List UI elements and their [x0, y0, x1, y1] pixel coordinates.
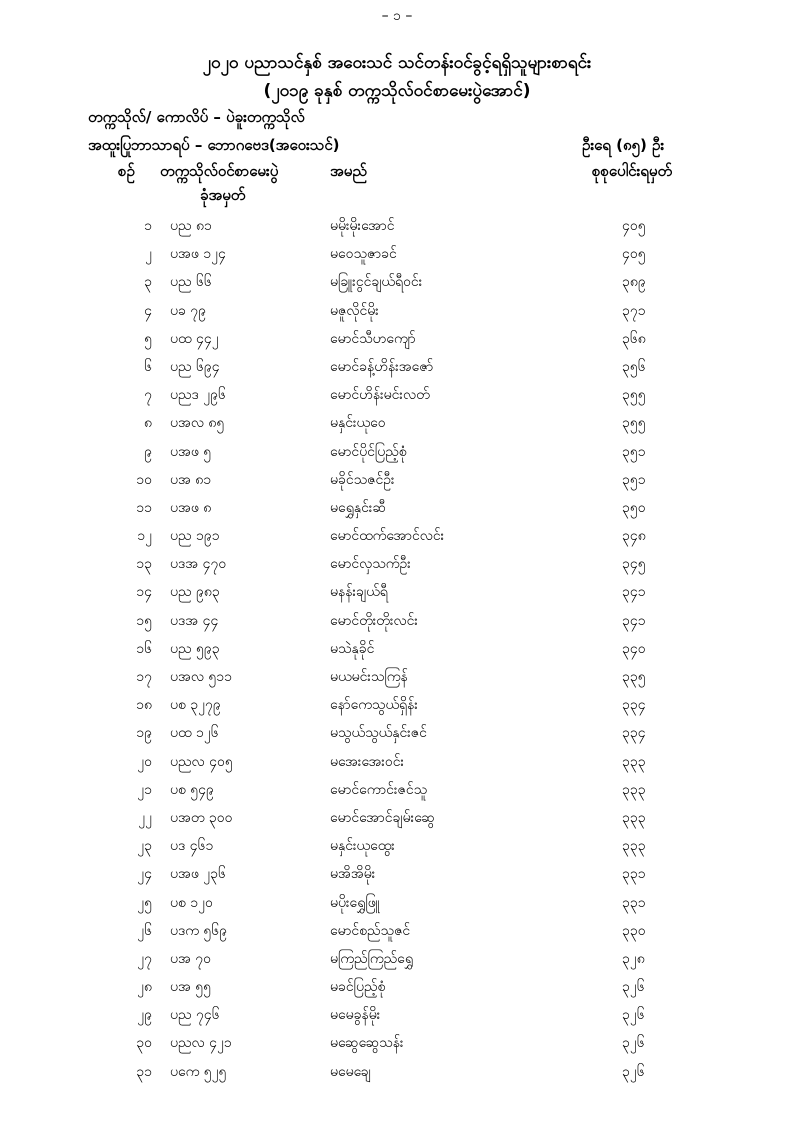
marks-cell: ၃၃၃ — [622, 753, 646, 770]
document-subtitle: (၂၀၁၉ ခုနှစ် တက္ကသိုလ်ဝင်စာမေးပွဲအောင်) — [263, 81, 531, 101]
table-row — [0, 216, 794, 244]
roll-number-cell: ပအဖ ၁၂၄ — [170, 246, 226, 263]
marks-cell: ၃၂၆ — [622, 1007, 645, 1024]
serial-cell: ၂၂ — [138, 809, 152, 826]
serial-cell: ၄ — [144, 302, 152, 319]
roll-number-cell: ပအ ၈၁ — [170, 471, 212, 488]
name-cell: မမေချေ — [330, 1063, 371, 1080]
roll-number-cell: ပအ ၅၅ — [170, 979, 212, 996]
serial-cell: ၇ — [144, 387, 152, 404]
serial-cell: ၂၁ — [137, 781, 152, 798]
name-cell: မနှင်းယုဝေ — [330, 415, 386, 432]
header-roll-number: တက္ကသိုလ်ဝင်စာမေးပွဲ — [160, 162, 279, 180]
table-row — [0, 808, 794, 836]
marks-cell: ၃၄၀ — [622, 640, 646, 657]
serial-cell: ၁၀ — [136, 471, 152, 488]
table-row — [0, 695, 794, 723]
roll-number-cell: ပည ၇၄၆ — [170, 1007, 220, 1024]
serial-cell: ၂၃ — [137, 838, 152, 855]
table-row — [0, 582, 794, 610]
roll-number-cell: ပဒအ ၄၇၀ — [170, 556, 227, 573]
roll-number-cell: ပအလ ၅၁၁ — [170, 669, 233, 685]
roll-number-cell: ပညလ ၄၀၅ — [170, 753, 233, 770]
name-cell: မခင်ပြည့်စုံ — [330, 979, 386, 996]
serial-cell: ၁ — [144, 218, 152, 234]
roll-number-cell: ပည ၆၉၄ — [170, 358, 220, 375]
roll-number-cell: ပည ၅၉၃ — [170, 640, 220, 657]
serial-cell: ၂ — [145, 246, 152, 263]
marks-cell: ၃၃၄ — [622, 725, 646, 742]
name-cell: မဝေသူဇာခင် — [330, 246, 397, 263]
marks-cell: ၃၇၁ — [622, 302, 646, 319]
marks-cell: ၃၅၀ — [622, 499, 646, 516]
name-cell: မောင်ကောင်းဇင်သူ — [330, 781, 428, 798]
roll-number-cell: ပကေ ၅၂၅ — [170, 1063, 227, 1080]
serial-cell: ၆ — [144, 358, 152, 375]
marks-cell: ၃၂၈ — [622, 950, 645, 967]
header-total-marks: စုစုပေါင်းရမှတ် — [592, 162, 673, 180]
name-cell: မနှင်းယုထွေး — [330, 838, 395, 855]
table-row — [0, 413, 794, 441]
marks-cell: ၃၅၁ — [622, 471, 646, 488]
marks-cell: ၃၄၈ — [622, 528, 646, 545]
roll-number-cell: ပထ ၄၄၂ — [170, 330, 219, 347]
table-row — [0, 977, 794, 1005]
serial-cell: ၁၂ — [137, 528, 152, 545]
serial-cell: ၃၀ — [136, 1035, 152, 1052]
serial-cell: ၂၅ — [137, 894, 152, 911]
header-serial: စဉ် — [118, 162, 135, 180]
marks-cell: ၃၄၁ — [622, 584, 646, 601]
marks-cell: ၃၃၅ — [622, 669, 646, 685]
name-cell: မောင်ထက်အောင်လင်း — [330, 528, 445, 545]
table-row — [0, 244, 794, 272]
marks-cell: ၃၅၅ — [622, 387, 646, 404]
table-row — [0, 639, 794, 667]
name-cell: မဇူလိုင်မိုး — [330, 302, 379, 319]
serial-cell: ၁၇ — [136, 669, 152, 685]
roll-number-cell: ပညလ ၄၂၁ — [170, 1035, 232, 1052]
table-row — [0, 611, 794, 639]
marks-cell: ၄၀၅ — [622, 218, 646, 234]
table-row — [0, 667, 794, 695]
marks-cell: ၃၄၁ — [622, 612, 646, 629]
marks-cell: ၃၃၁ — [622, 866, 646, 883]
table-row — [0, 442, 794, 470]
student-list — [0, 216, 794, 1090]
table-row — [0, 723, 794, 751]
table-row — [0, 1005, 794, 1033]
marks-cell: ၃၄၅ — [622, 556, 646, 573]
name-cell: မရွှေနှင်းဆီ — [330, 499, 386, 516]
table-row — [0, 357, 794, 385]
table-row — [0, 864, 794, 892]
roll-number-cell: ပအလ ၈၅ — [170, 415, 225, 432]
roll-number-cell: ပစ ၅၄၉ — [170, 781, 214, 798]
roll-number-cell: ပည ၁၉၁ — [170, 528, 220, 545]
marks-cell: ၄၀၅ — [622, 246, 646, 263]
table-row — [0, 780, 794, 808]
marks-cell: ၃၃၄ — [622, 697, 646, 714]
roll-number-cell: ပအဖ ၂၃၆ — [170, 866, 226, 883]
roll-number-cell: ပအဖ ၈ — [170, 499, 212, 516]
serial-cell: ၁၆ — [136, 640, 152, 657]
serial-cell: ၅ — [144, 330, 152, 347]
marks-cell: ၃၆၈ — [622, 330, 646, 347]
marks-cell: ၃၂၆ — [622, 979, 645, 996]
marks-cell: ၃၃၃ — [622, 838, 646, 855]
marks-cell: ၃၃၀ — [622, 922, 646, 939]
roll-number-cell: ပစ ၁၂၀ — [170, 894, 213, 911]
name-cell: မကြည်ကြည်ရွှေ — [330, 950, 414, 967]
roll-number-cell: ပအတ ၃၀၀ — [170, 809, 233, 826]
roll-number-cell: ပခ ၇၉ — [170, 302, 207, 319]
name-cell: မမေခွန်မိုး — [330, 1007, 381, 1024]
table-row — [0, 752, 794, 780]
table-row — [0, 836, 794, 864]
serial-cell: ၈ — [144, 415, 152, 432]
roll-number-cell: ပည ၉၈၃ — [170, 584, 220, 601]
name-cell: မောင်တိုးတိုးလင်း — [330, 612, 418, 629]
serial-cell: ၉ — [144, 443, 152, 460]
serial-cell: ၁၃ — [136, 556, 152, 573]
name-cell: မောင်စည်သူဇင် — [330, 922, 411, 939]
roll-number-cell: ပည ၆၆ — [170, 274, 212, 291]
serial-cell: ၁၄ — [136, 584, 152, 601]
serial-cell: ၁၅ — [136, 612, 152, 629]
header-name: အမည် — [330, 162, 367, 180]
table-row — [0, 893, 794, 921]
table-row — [0, 526, 794, 554]
name-cell: မောင်ပိုင်ပြည့်စုံ — [330, 443, 407, 460]
name-cell: မအေးအေးဝင်း — [330, 753, 405, 770]
serial-cell: ၂၄ — [137, 866, 152, 883]
name-cell: မောင်ခန့်ဟိန်းအဇော် — [330, 358, 434, 375]
student-count: ဦးရေ (၈၅) ဦး — [582, 136, 665, 154]
table-row — [0, 1033, 794, 1061]
table-row — [0, 470, 794, 498]
table-row — [0, 949, 794, 977]
name-cell: နော်ကေသွယ်ရှိန်း — [330, 697, 418, 714]
marks-cell: ၃၅၆ — [622, 358, 646, 375]
table-row — [0, 385, 794, 413]
name-cell: မောင်သီဟကျော် — [330, 330, 416, 347]
name-cell: မနန်းချယ်ရီ — [330, 584, 388, 601]
marks-cell: ၃၃၃ — [622, 809, 646, 826]
roll-number-cell: ပအ ၇၀ — [170, 950, 212, 967]
marks-cell: ၃၅၅ — [622, 415, 646, 432]
table-row — [0, 921, 794, 949]
serial-cell: ၁၁ — [136, 499, 152, 516]
page-number: – ၁ – — [381, 8, 413, 24]
name-cell: မမိုးမိုးအောင် — [330, 218, 395, 234]
name-cell: မသွယ်သွယ်နှင်းဇင် — [330, 725, 427, 742]
roll-number-cell: ပညဒ ၂၉၆ — [170, 387, 226, 404]
table-row — [0, 498, 794, 526]
name-cell: မခိုင်သဇင်ဦး — [330, 471, 395, 488]
roll-number-cell: ပဒက ၅၆၉ — [170, 922, 228, 939]
document-title: ၂၀၂၀ ပညာသင်နှစ် အဝေးသင် သင်တန်းဝင်ခွင့်ရရှိသူများစာရင်း — [202, 53, 592, 73]
name-cell: မအိအိမိုး — [330, 866, 376, 883]
name-cell: မောင်ဟိန်းမင်းလတ် — [330, 387, 430, 404]
marks-cell: ၃၅၁ — [622, 443, 646, 460]
table-row — [0, 301, 794, 329]
table-row — [0, 1062, 794, 1090]
serial-cell: ၂၉ — [137, 1007, 152, 1024]
name-cell: မဆွေဆွေသန်း — [330, 1035, 404, 1052]
roll-number-cell: ပအဖ ၅ — [170, 443, 212, 460]
serial-cell: ၃ — [144, 274, 152, 291]
serial-cell: ၁၉ — [136, 725, 152, 742]
serial-cell: ၂၆ — [137, 922, 152, 939]
name-cell: မောင်အောင်ချမ်းဆွေ — [330, 809, 435, 826]
table-row — [0, 554, 794, 582]
serial-cell: ၁၈ — [136, 697, 152, 714]
roll-number-cell: ပထ ၁၂၆ — [170, 725, 219, 742]
serial-cell: ၂၀ — [137, 753, 152, 770]
marks-cell: ၃၈၉ — [622, 274, 646, 291]
roll-number-cell: ပည ၈၁ — [170, 218, 212, 234]
serial-cell: ၃၁ — [136, 1063, 152, 1080]
serial-cell: ၂၈ — [137, 979, 152, 996]
university-line: တက္ကသိုလ်/ ကောလိပ် – ပဲခူးတက္ကသိုလ် — [88, 108, 305, 126]
roll-number-cell: ပဒအ ၄၄ — [170, 612, 219, 629]
name-cell: မောင်လှသက်ဦး — [330, 556, 411, 573]
name-cell: မသဲနုခိုင် — [330, 640, 375, 657]
name-cell: မပိုးရွှေဖြူ — [330, 894, 380, 911]
marks-cell: ၃၂၆ — [622, 1063, 645, 1080]
marks-cell: ၃၂၆ — [622, 1035, 645, 1052]
marks-cell: ၃၃၁ — [622, 894, 646, 911]
serial-cell: ၂၇ — [137, 950, 152, 967]
name-cell: မခြူးငွင်ချယ်ရီဝင်း — [330, 274, 423, 291]
roll-number-cell: ပစ ၃၂၇၉ — [170, 697, 221, 714]
table-row — [0, 329, 794, 357]
header-roll-number-line2: ခုံအမှတ် — [200, 186, 246, 204]
table-row — [0, 272, 794, 300]
name-cell: မယမင်းသကြန် — [330, 669, 408, 685]
marks-cell: ၃၃၃ — [622, 781, 646, 798]
roll-number-cell: ပဒ ၄၆၁ — [170, 838, 214, 855]
major-line: အထူးပြုဘာသာရပ် – ဘောဂဗေဒ(အဝေးသင်) — [88, 136, 340, 154]
